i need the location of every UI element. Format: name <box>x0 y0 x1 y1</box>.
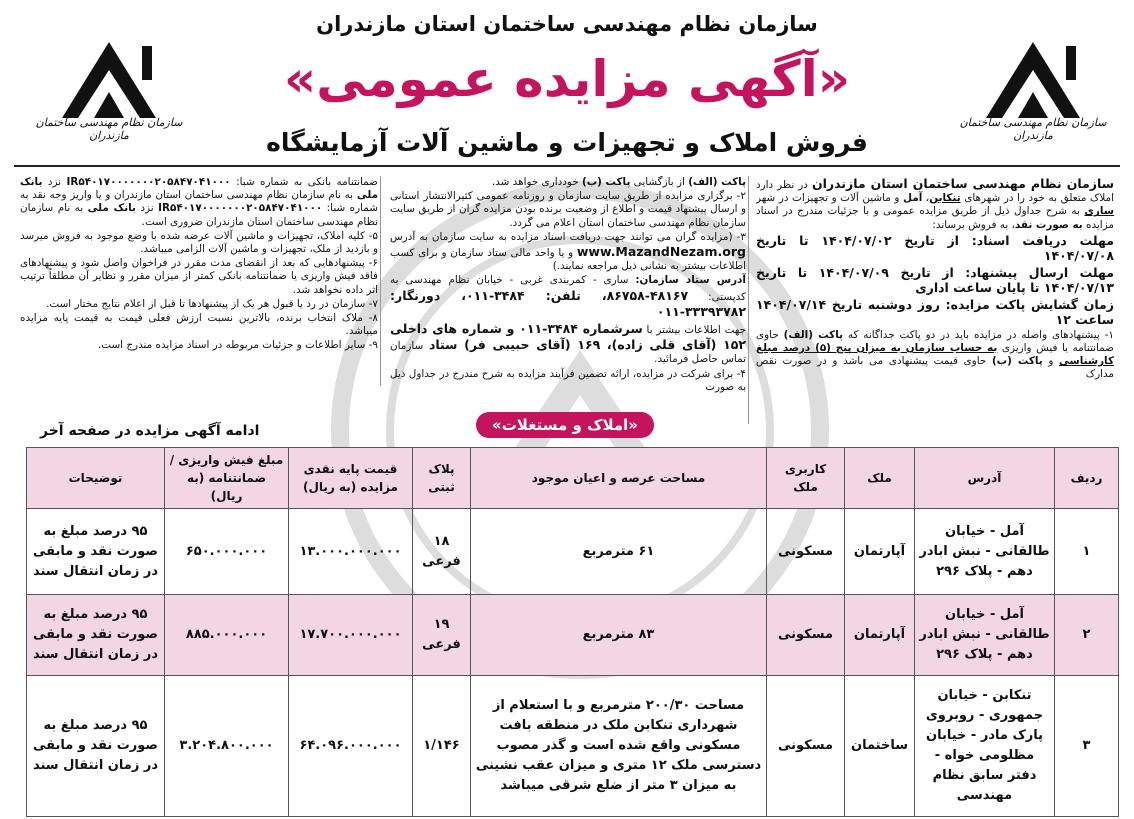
header-plot: پلاک ثبتی <box>413 448 471 509</box>
note-2: ۲- برگزاری مزایده از طریق سایت سازمان و روزنامه عمومی کثیرالانتشار استانی و ارسال پیشنهاد قیمت و اطلاع از وضعیت برنده بودن مزایده گران از طریق سایت سازمان نظام مهندسی ساختمان استان اعلام می گردد. <box>390 190 746 229</box>
section-banner: «املاک و مستغلات» <box>476 412 654 438</box>
table-row <box>27 676 1119 817</box>
building-logo-icon <box>948 32 1118 118</box>
note-1-cont <box>390 176 746 189</box>
cell-area: ۶۱ مترمربع <box>471 509 767 595</box>
cell-property: آپارتمان <box>845 509 915 595</box>
note-text: ۳- (مزایده گران می توانند جهت دریافت اسناد مزایده به سایت سازمان به آدرس <box>390 230 746 243</box>
cell-usage: مسکونی <box>767 676 845 817</box>
note-text: به نام سازمان نظام مهندسی ساختمان استان مازندران ضروری است. <box>20 202 378 228</box>
text-column-middle <box>390 176 746 424</box>
note-text: خودداری خواهد شد. <box>491 176 582 188</box>
cell-row-num: ۳ <box>1055 676 1119 817</box>
note-6: ۶- پیشنهادهایی که بعد از انقضای مدت مقرر در فراخوان واصل شود و پیشنهادهای فاقد فیش واریزی یا ضمانتنامه بانکی کمتر از میزان مقرر و نظایر آن مطلقاً ترتیب اثر داده نخواهد شد. <box>20 257 378 296</box>
org-logo-left <box>24 32 194 142</box>
address <box>390 274 746 320</box>
note-text: حاوی ضمانتنامه یا فیش واریزی <box>756 328 1114 355</box>
intro-cash: به صورت نقد <box>1014 218 1083 231</box>
note-text: ضمانتنامه بانکی به شماره شبا: <box>230 176 378 188</box>
cell-usage: مسکونی <box>767 509 845 595</box>
intro-text: به شرح جداول ذیل از طریق مزایده عمومی و با جزئیات مندرج در اسناد مزایده <box>756 205 1114 231</box>
cell-address: تنکابن - خیابان جمهوری - روبروی پارک مادر - خیابان مظلومی خواه - دفتر سابق نظام مهندسی <box>915 676 1055 817</box>
cell-property: ساختمان <box>845 676 915 817</box>
cell-plot: ۱۸ فرعی <box>413 509 471 595</box>
header-property: ملک <box>845 448 915 509</box>
note-text: از بازگشایی <box>630 176 689 188</box>
cell-deposit: ۶۵۰.۰۰۰.۰۰۰ <box>165 509 289 595</box>
note-bold: پاکت (الف) <box>783 328 844 341</box>
note-text: و <box>1042 355 1059 368</box>
cell-notes: ۹۵ درصد مبلغ به صورت نقد و مابقی در زمان انتقال سند <box>27 509 165 595</box>
intro-city: آمل <box>903 192 923 205</box>
intro-text: و ماشین آلات و تجهیزات در شهر <box>756 192 904 205</box>
cell-notes: ۹۵ درصد مبلغ به صورت نقد و مابقی در زمان انتقال سند <box>27 595 165 676</box>
header-usage: کاربری ملک <box>767 448 845 509</box>
intro-org-name: سازمان نظام مهندسی ساختمان استان مازندران <box>811 176 1114 191</box>
cell-area: ۸۳ مترمربع <box>471 595 767 676</box>
note-4: ۴- برای شرکت در مزایده، ارائه تضمین فرآیند مزایده به شرح مندرج در جداول ذیل به صورت <box>390 367 746 393</box>
cell-address: آمل - خیابان طالقانی - نبش ابادر دهم - پلاک ۲۹۶ <box>915 595 1055 676</box>
logo-caption: سازمان نظام مهندسی ساختمان مازندران <box>35 116 183 142</box>
note-bold: پاکت (ب) <box>581 176 631 188</box>
sheba-number: IR۵۴۰۱۷۰۰۰۰۰۰۰۲۰۵۸۴۷۰۴۱۰۰۰ <box>66 176 231 188</box>
note-text: نزد <box>42 176 67 188</box>
header-base-price: قیمت پایه نقدی مزایده (به ریال) <box>289 448 413 509</box>
cell-base-price: ۱۳.۰۰۰.۰۰۰.۰۰۰ <box>289 509 413 595</box>
cell-plot: ۱/۱۴۶ <box>413 676 471 817</box>
offers-deadline: مهلت ارسال پیشنهاد: از تاریخ ۱۴۰۴/۰۷/۰۹ تا تاریخ ۱۴۰۴/۰۷/۱۳ تا پایان ساعت اداری <box>756 264 1114 296</box>
sheba-number: IR۵۴۰۱۷۰۰۰۰۰۰۰۲۰۵۸۴۷۰۴۱۰۰۰ <box>158 202 323 215</box>
cell-notes: ۹۵ درصد مبلغ به صورت نقد و مابقی در زمان انتقال سند <box>27 676 165 817</box>
property-table <box>26 447 1119 817</box>
header-divider <box>14 165 1120 167</box>
cell-base-price: ۱۷.۷۰۰.۰۰۰.۰۰۰ <box>289 595 413 676</box>
note-bold: پاکت (ب) <box>991 355 1043 368</box>
page-subtitle: فروش املاک و تجهیزات و ماشین آلات آزمایشگاه <box>266 128 868 157</box>
note-bold: پاکت (الف) <box>688 176 746 188</box>
cell-deposit: ۸۸۵.۰۰۰.۰۰۰ <box>165 595 289 676</box>
note-text: حاوی قیمت پیشنهادی می باشد و در صورت نقص مدارک <box>756 355 1114 381</box>
note-text: به نام سازمان نظام مهندسی ساختمان استان مازندران و یا واریز وجه نقد به شماره شبا: <box>20 189 378 215</box>
column-divider <box>380 176 381 386</box>
table-row <box>27 509 1119 595</box>
contact-info <box>390 321 746 367</box>
website-link[interactable]: www.MazandNezam.org <box>576 244 746 260</box>
note-8: ۸- ملاک انتخاب برنده، بالاترین نسبت ارزش فعلی قیمت به قیمت پایه مزایده میباشد. <box>20 312 378 338</box>
page-title: «آگهی مزایده عمومی» <box>283 50 851 108</box>
note-text: ۱- پیشنهادهای واصله در مزایده باید در دو پاکت جداگانه که <box>843 328 1114 341</box>
contact-numbers: سرشماره ۳۴۸۴-۰۱۱ و شماره های داخلی ۱۵۲ (آقای قلی زاده)، ۱۶۹ (آقای حبیبی فر) ستاد <box>390 321 746 353</box>
table-row <box>27 595 1119 676</box>
header-notes: توضیحات <box>27 448 165 509</box>
address-text: ساری - کمربندی غربی - خیابان نظام مهندسی به کدپستی: <box>390 274 746 303</box>
header-deposit: مبلغ فیش واریزی / ضمانتنامه (به ریال) <box>165 448 289 509</box>
bank-name: بانک ملی <box>87 202 136 215</box>
cell-deposit: ۳.۲۰۴.۸۰۰.۰۰۰ <box>165 676 289 817</box>
intro-sep: ، <box>922 192 930 205</box>
note-bold: به حساب سازمان به میزان پنج (۵) درصد مبلغ کارشناسی <box>756 342 1114 368</box>
intro-text: ، به فروش برساند: <box>932 218 1015 231</box>
note-4-cont <box>20 176 378 229</box>
cell-address: آمل - خیابان طالقانی - نبش ابادر دهم - پلاک ۲۹۶ <box>915 509 1055 595</box>
intro-city: تنکابن <box>929 192 961 205</box>
text-column-right <box>756 176 1114 424</box>
header-area: مساحت عرصه و اعیان موجود <box>471 448 767 509</box>
note-1 <box>756 329 1114 382</box>
logo-caption: سازمان نظام مهندسی ساختمان مازندران <box>959 116 1107 142</box>
note-7: ۷- سازمان در رد یا قبول هر یک از پیشنهادها تا قبل از اعلام نتایج مختار است. <box>46 297 378 310</box>
cell-row-num: ۱ <box>1055 509 1119 595</box>
address-label: آدرس ستاد سازمان: <box>635 274 746 287</box>
column-divider <box>748 176 749 424</box>
header-row-num: ردیف <box>1055 448 1119 509</box>
intro-city: ساری <box>1084 205 1114 218</box>
header-address: آدرس <box>915 448 1055 509</box>
cell-plot: ۱۹ فرعی <box>413 595 471 676</box>
table-header-row <box>27 448 1119 509</box>
continued-note: ادامه آگهی مزایده در صفحه آخر <box>40 423 260 439</box>
note-text: و یا واحد مالی ستاد سازمان و برای کسب اطلاعات بیشتر به نشانی ذیل مراجعه نمایند.) <box>390 247 746 273</box>
note-5: ۵- کلیه املاک، تجهیزات و ماشین آلات عرضه شده با وضع موجود به فروش میرسد و بازدید از ملک، تجهیزات و ماشین آلات الزامی میباشد. <box>20 229 378 256</box>
cell-base-price: ۶۴.۰۹۶.۰۰۰.۰۰۰ <box>289 676 413 817</box>
opening-time: زمان گشایش پاکت مزایده: روز دوشنبه تاریخ ۱۴۰۴/۰۷/۱۴ ساعت ۱۲ <box>756 296 1114 328</box>
cell-property: آپارتمان <box>845 595 915 676</box>
intro-paragraph <box>756 176 1114 232</box>
org-title: سازمان نظام مهندسی ساختمان استان مازندران <box>316 12 818 36</box>
cell-area: مساحت ۲۰۰/۳۰ مترمربع و با استعلام از شهرداری تنکابن ملک در منطقه بافت مسکونی واقع شده است و گذر مصوب دسترسی ملک ۱۲ متری و میزان عقب نشینی به میزان ۳ متر از ضلع شرقی میباشد <box>471 676 767 817</box>
postal-phone: ۴۸۱۶۷-۸۶۷۵۸، تلفن: ۳۴۸۴-۰۱۱، دورنگار: ۳۳۳۹۳۷۸۲-۰۱۱ <box>390 287 746 319</box>
intro-text: در نظر دارد املاک متعلق به خود را در شهرهای <box>756 179 1114 205</box>
cell-row-num: ۲ <box>1055 595 1119 676</box>
cell-usage: مسکونی <box>767 595 845 676</box>
note-text: سازمان تماس حاصل فرمائید. <box>390 340 746 366</box>
docs-deadline: مهلت دریافت اسناد: از تاریخ ۱۴۰۴/۰۷/۰۲ تا تاریخ ۱۴۰۴/۰۷/۰۸ <box>756 232 1114 264</box>
org-logo-right <box>948 32 1118 142</box>
note-9: ۹- سایر اطلاعات و جزئیات مربوطه در اسناد مزایده مندرج است. <box>97 339 378 352</box>
building-logo-icon <box>24 32 194 118</box>
note-3 <box>390 231 746 274</box>
text-column-left <box>20 176 378 424</box>
note-text: جهت اطلاعات بیشتر با <box>642 324 746 337</box>
note-text: نزد <box>135 202 159 215</box>
bank-name: بانک ملی <box>20 176 378 202</box>
